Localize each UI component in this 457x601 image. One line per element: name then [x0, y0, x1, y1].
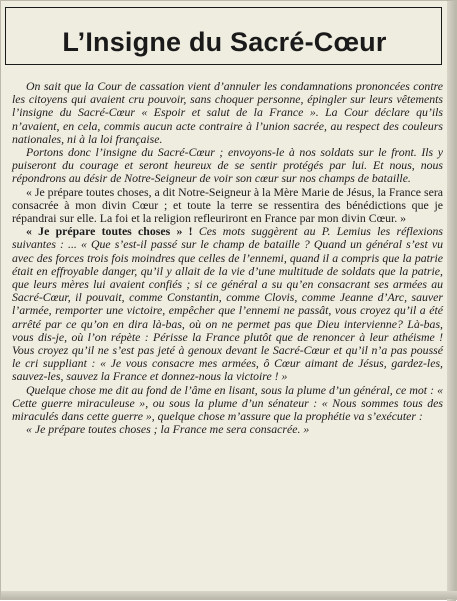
- paragraph-text-run: Quelque chose me dit au fond de l’âme en lisant, sous la plume d’un général, ce mot : « Cette guerre miraculeuse », ou sous la plume d’un sénateur : « Nous sommes tous des miraculés dans cette guerre », quelque chose m’assure que la prophétie va s’exécuter :: [12, 382, 443, 424]
- paragraph-text-run: « Je prépare toutes choses, a dit Notre-Seigneur à la Mère Marie de Jésus, la France sera consacrée à mon divin Cœur ; et toute la terre se ressentira des bénédictions que je répandrai sur elle. La foi et la religion refleuriront en France par mon divin Cœur. »: [12, 184, 443, 226]
- article-title: L’Insigne du Sacré-Cœur: [62, 27, 387, 57]
- article-paragraph: [12, 146, 443, 186]
- article-paragraph: [12, 384, 443, 424]
- paragraph-text-run: Portons donc l’insigne du Sacré-Cœur ; envoyons-le à nos soldats sur le front. Ils y puiseront du courage et seront heureux de se sentir protégés par lui. Et nous, nous répondrons au désir de Notre-Seigneur de voir son cœur sur nos champs de bataille.: [12, 145, 443, 186]
- article-paragraph: [12, 186, 443, 226]
- title-frame: [5, 7, 442, 65]
- paragraph-text-run: « Je prépare toutes choses ; la France me sera consacrée. »: [26, 422, 310, 437]
- article-paragraph: [12, 423, 443, 436]
- article-paragraph: [12, 225, 443, 383]
- article-paragraph: [12, 80, 443, 146]
- paragraph-text-run: On sait que la Cour de cassation vient d’annuler les condamnations prononcées contre les citoyens qui avaient cru pouvoir, sans choquer personne, épingler sur leurs vêtements l’insigne du Sacré-Cœur « Espoir et salut de la France ». La Cour déclare qu’ils n’avaient, en cela, commis aucun acte contraire à l’union sacrée, au respect des couleurs nationales, ni à la loi française.: [12, 79, 443, 146]
- page-edge-shadow: [447, 1, 456, 601]
- page-bottom-shadow: [1, 591, 457, 599]
- article-body: [12, 80, 443, 436]
- paragraph-text-run: Ces mots suggèrent au P. Lemius les réflexions suivantes : ... « Que s’est-il passé sur le champ de bataille ? Quand un général s’est vu avec des forces trois fois moindres que celles de l’ennemi, quand il a compris que la patrie était en effroyable danger, qu’il y allait de la vie d’une multitude de soldats que la patrie, que leurs mères lui avaient confiés ; si ce général a su qu’en consacrant ses armées au Sacré-Cœur, il pouvait, comme Constantin, comme Clovis, comme Jeanne d’Arc, sauver l’armée, remporter une victoire, empêcher que l’ennemi ne passât, vous croyez qu’il a été arrêté par ce qu’on en dira là-bas, où on ne permet pas que Dieu intervienne? Là-bas, vous dis-je, où l’on répète : Périsse la France plutôt que de renoncer à leur athéisme ! Vous croyez qu’il ne s’est pas jeté à genoux devant le Sacré-Cœur et qu’il n’a pas poussé le cri suppliant : « Je vous consacre mes armées, ô Cœur aimant de Jésus, gardez-les, sauvez-les, sauvez la France et donnez-nous la victoire ! »: [12, 224, 443, 384]
- paragraph-text-run: « Je prépare toutes choses » !: [26, 224, 199, 239]
